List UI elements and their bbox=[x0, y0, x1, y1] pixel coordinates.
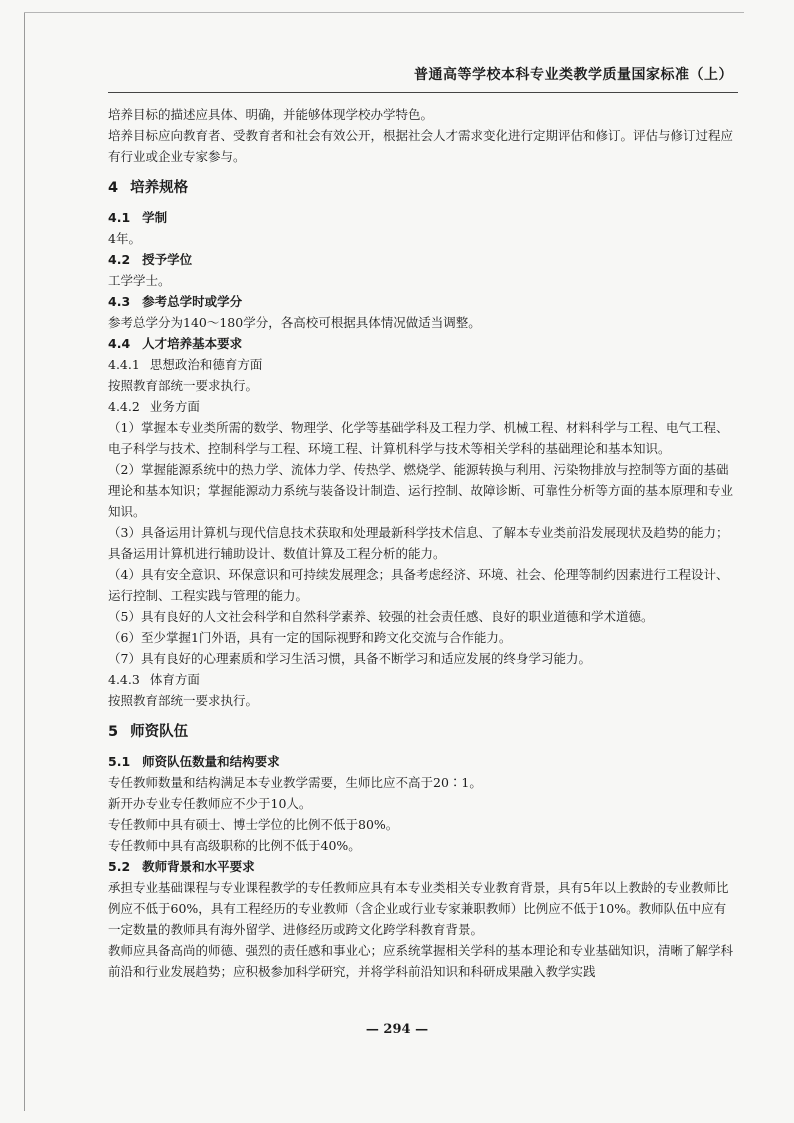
section-4-4-1-title: 思想政治和德育方面 bbox=[149, 357, 263, 372]
intro-paragraph-2: 培养目标应向教育者、受教育者和社会有效公开，根据社会人才需求变化进行定期评估和修订。评估与修订过程应有行业或企业专家参与。 bbox=[108, 128, 734, 164]
requirement-item-7: （7）具有良好的心理素质和学习生活习惯，具备不断学习和适应发展的终身学习能力。 bbox=[108, 651, 591, 666]
page-number: — 294 — bbox=[365, 1022, 429, 1037]
section-5-heading bbox=[108, 720, 733, 744]
requirement-item-5: （5）具有良好的人文社会科学和自然科学素养、较强的社会责任感、良好的职业道德和学术道德。 bbox=[108, 609, 654, 624]
section-4-4-title: 人才培养基本要求 bbox=[142, 336, 243, 351]
scan-frame-top bbox=[24, 12, 744, 13]
section-4-heading bbox=[108, 176, 733, 200]
section-5-2-number: 5.2 bbox=[108, 859, 131, 874]
section-4-4-1-number: 4.4.1 bbox=[108, 357, 140, 372]
section-4-4-2-number: 4.4.2 bbox=[108, 399, 140, 414]
running-header: 普通高等学校本科专业类教学质量国家标准（上） bbox=[414, 67, 733, 83]
section-4-2-number: 4.2 bbox=[108, 252, 131, 267]
section-5-1-number: 5.1 bbox=[108, 754, 131, 769]
header-rule bbox=[108, 92, 738, 93]
requirement-item-3: （3）具备运用计算机与现代信息技术获取和处理最新科学技术信息、了解本专业类前沿发展现状及趋势的能力；具备运用计算机进行辅助设计、数值计算及工程分析的能力。 bbox=[108, 525, 729, 561]
section-4-4-1-text: 按照教育部统一要求执行。 bbox=[108, 378, 259, 393]
requirement-item-1: （1）掌握本专业类所需的数学、物理学、化学等基础学科及工程力学、机械工程、材料科学与工程、电气工程、电子科学与技术、控制科学与工程、环境工程、计算机科学与技术等相关学科的基础理论和基本知识。 bbox=[108, 420, 729, 456]
section-5-number: 5 bbox=[108, 724, 119, 740]
section-4-4-number: 4.4 bbox=[108, 336, 131, 351]
section-4-4-2-title: 业务方面 bbox=[149, 399, 200, 414]
section-4-3-text: 参考总学分为140～180学分，各高校可根据具体情况做适当调整。 bbox=[108, 315, 481, 330]
requirement-item-4: （4）具有安全意识、环保意识和可持续发展理念；具备考虑经济、环境、社会、伦理等制约因素进行工程设计、运行控制、工程实践与管理的能力。 bbox=[108, 567, 729, 603]
section-5-2-paragraph-2: 教师应具备高尚的师德、强烈的责任感和事业心；应系统掌握相关学科的基本理论和专业基础知识，清晰了解学科前沿和行业发展趋势；应积极参加科学研究，并将学科前沿知识和科研成果融入教学实践 bbox=[108, 943, 734, 979]
section-4-1-text: 4年。 bbox=[108, 231, 141, 246]
scan-frame-left bbox=[24, 12, 25, 1111]
intro-paragraph-1: 培养目标的描述应具体、明确，并能够体现学校办学特色。 bbox=[108, 107, 434, 122]
section-4-1-title: 学制 bbox=[142, 210, 168, 225]
section-4-3-title: 参考总学时或学分 bbox=[142, 294, 243, 309]
section-4-1-number: 4.1 bbox=[108, 210, 131, 225]
section-5-2-paragraph-1: 承担专业基础课程与专业课程教学的专任教师应具有本专业类相关专业教育背景，具有5年以上教龄的专业教师比例应不低于60%，具有工程经历的专业教师（含企业或行业专家兼职教师）比例应不低于10%。教师队伍中应有一定数量的教师具有海外留学、进修经历或跨文化跨学科教育背景。 bbox=[108, 880, 729, 937]
section-5-1-line-3: 专任教师中具有硕士、博士学位的比例不低于80%。 bbox=[108, 817, 399, 832]
section-4-4-3-title: 体育方面 bbox=[149, 672, 200, 687]
section-5-2-heading bbox=[108, 856, 733, 877]
section-5-title: 师资队伍 bbox=[130, 724, 189, 740]
requirement-item-2: （2）掌握能源系统中的热力学、流体力学、传热学、燃烧学、能源转换与利用、污染物排放与控制等方面的基础理论和基本知识；掌握能源动力系统与装备设计制造、运行控制、故障诊断、可靠性分析等方面的基本原理和专业知识。 bbox=[108, 462, 734, 519]
section-5-1-line-4: 专任教师中具有高级职称的比例不低于40%。 bbox=[108, 838, 361, 853]
section-4-2-heading bbox=[108, 249, 733, 270]
section-4-2-title: 授予学位 bbox=[142, 252, 193, 267]
section-4-1-heading bbox=[108, 207, 733, 228]
section-5-1-line-2: 新开办专业专任教师应不少于10人。 bbox=[108, 796, 312, 811]
page-body bbox=[108, 104, 733, 982]
section-4-number: 4 bbox=[108, 180, 119, 196]
section-4-title: 培养规格 bbox=[130, 180, 189, 196]
section-4-4-heading bbox=[108, 333, 733, 354]
section-5-1-heading bbox=[108, 751, 733, 772]
section-5-1-title: 师资队伍数量和结构要求 bbox=[142, 754, 280, 769]
section-4-4-3-heading bbox=[108, 669, 733, 690]
section-4-4-1-heading bbox=[108, 354, 733, 375]
section-4-4-3-text: 按照教育部统一要求执行。 bbox=[108, 693, 259, 708]
section-4-3-heading bbox=[108, 291, 733, 312]
section-4-4-2-heading bbox=[108, 396, 733, 417]
section-5-1-line-1: 专任教师数量和结构满足本专业教学需要，生师比应不高于20∶1。 bbox=[108, 775, 482, 790]
requirement-item-6: （6）至少掌握1门外语，具有一定的国际视野和跨文化交流与合作能力。 bbox=[108, 630, 512, 645]
section-4-4-3-number: 4.4.3 bbox=[108, 672, 140, 687]
section-5-2-title: 教师背景和水平要求 bbox=[142, 859, 255, 874]
section-4-3-number: 4.3 bbox=[108, 294, 131, 309]
section-4-2-text: 工学学士。 bbox=[108, 273, 171, 288]
